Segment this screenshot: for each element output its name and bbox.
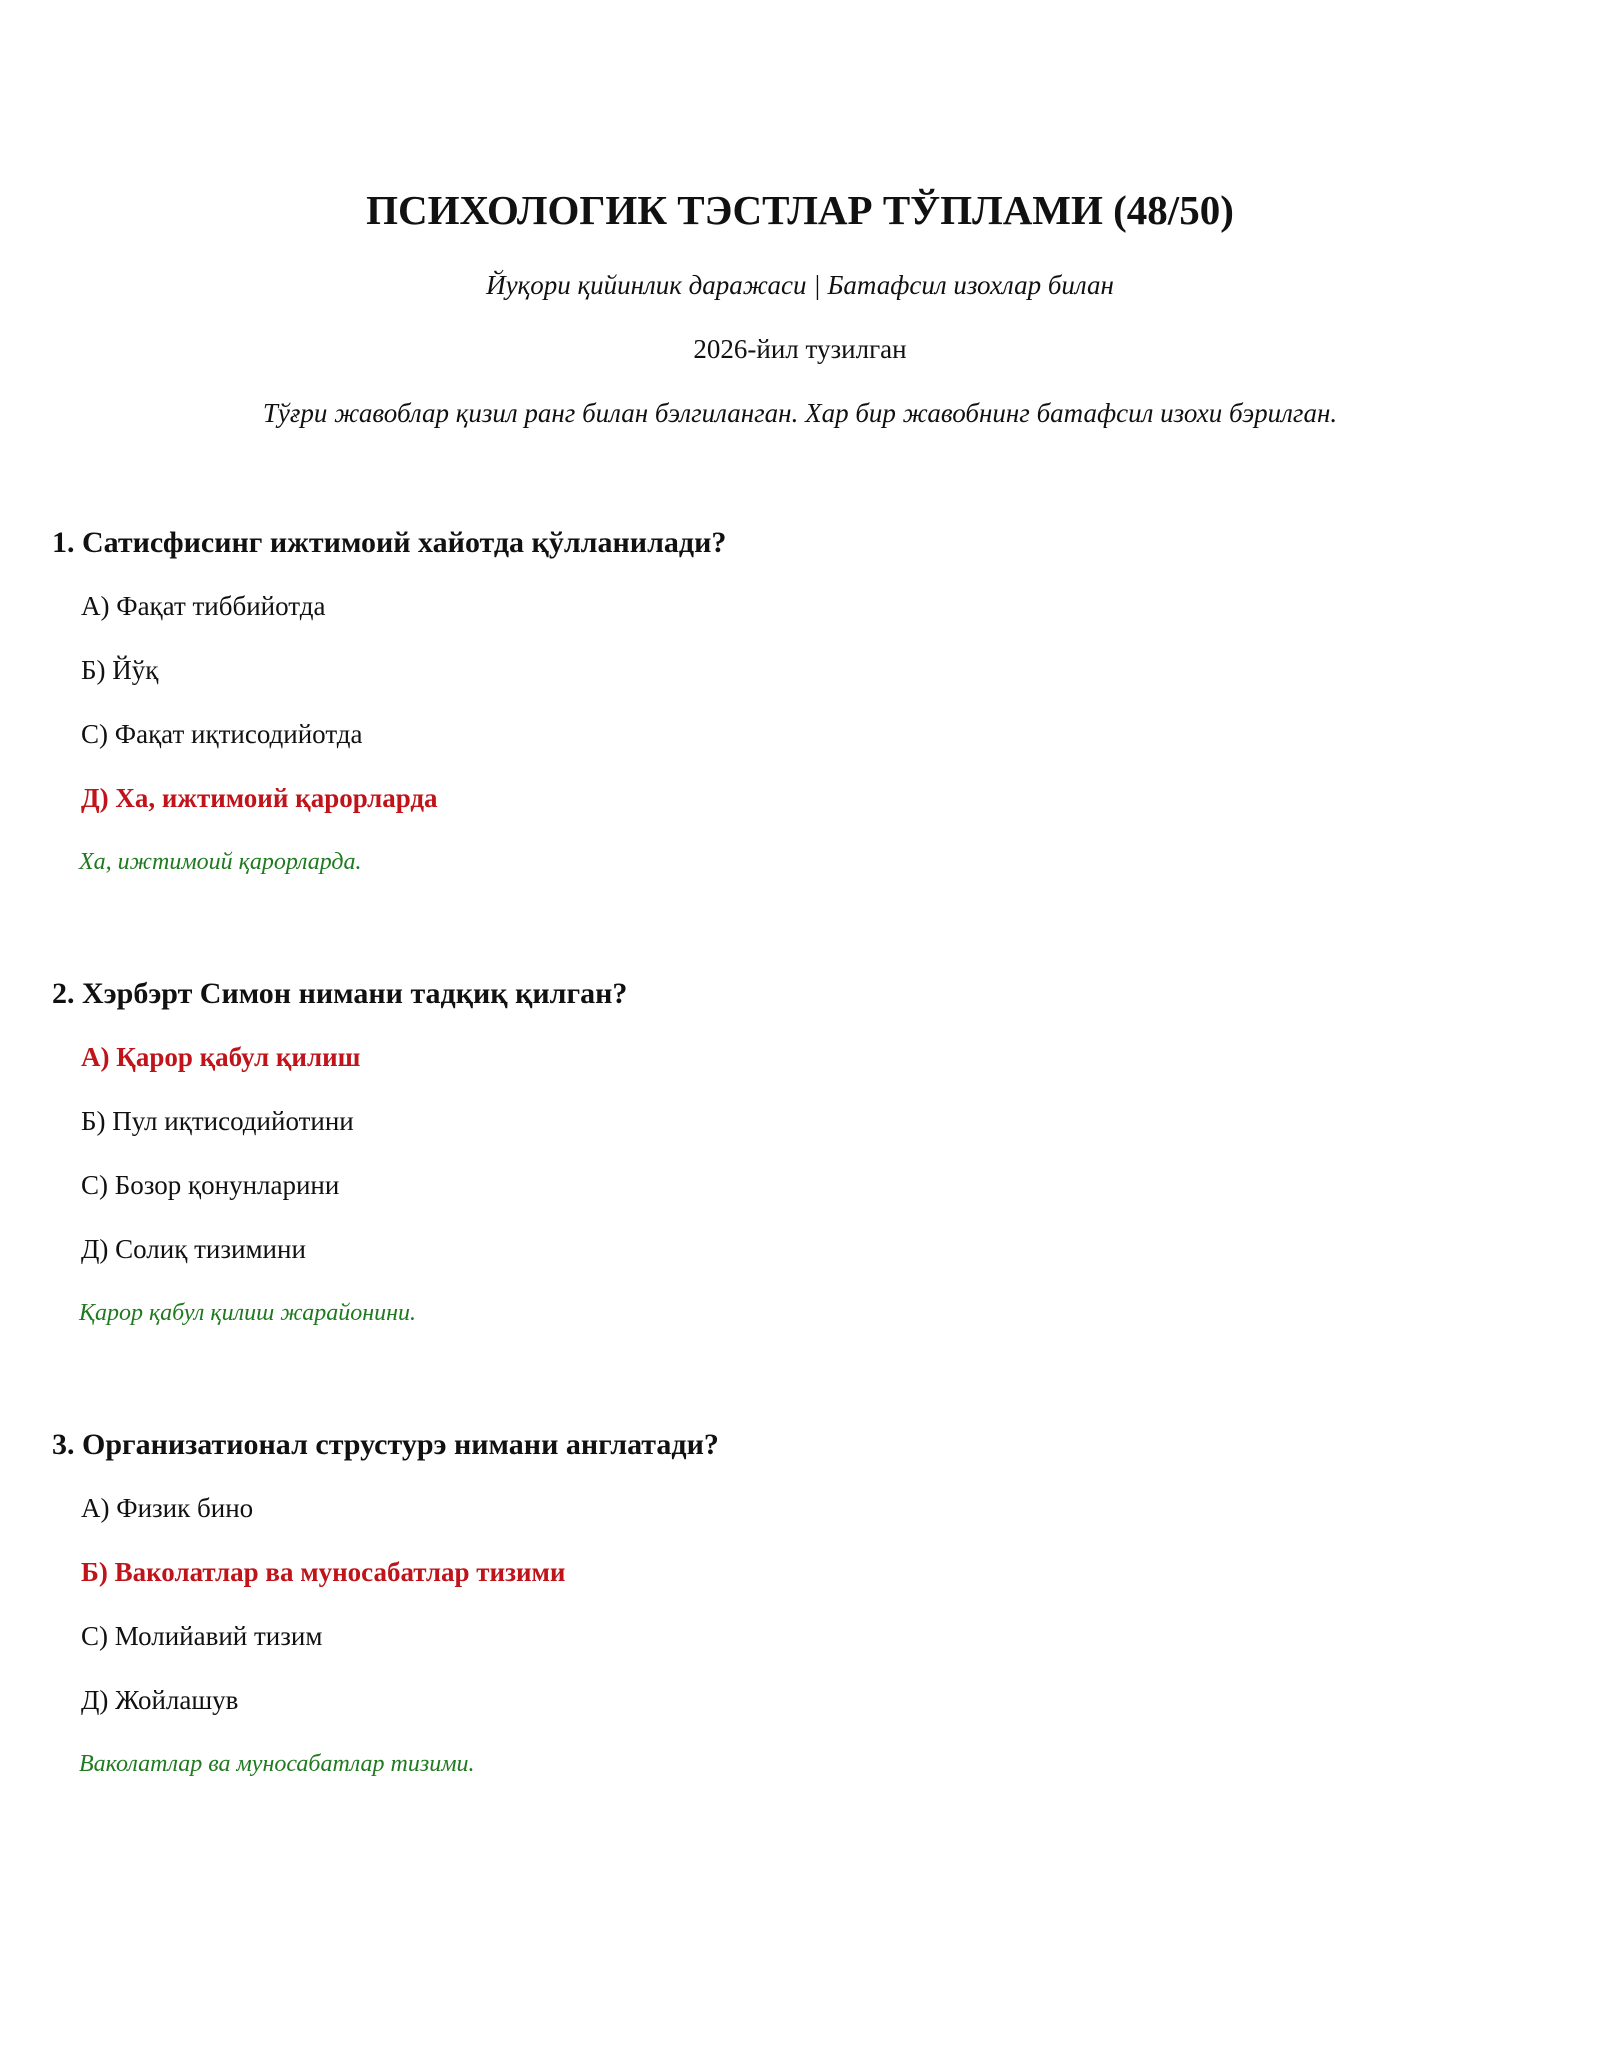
- option-b: Б) Пул иқтисодийотини: [81, 1106, 354, 1136]
- document-date: 2026-йил тузилган: [693, 334, 907, 364]
- option-c: С) Фақат иқтисодийотда: [81, 719, 363, 749]
- answer-explanation: Ха, ижтимоий қарорларда.: [79, 849, 362, 875]
- answer-explanation: Ваколатлар ва муносабатлар тизими.: [79, 1751, 475, 1777]
- question-block-1: [52, 525, 1552, 877]
- question-text: 2. Хэрбэрт Симон нимани тадқиқ қилган?: [52, 977, 628, 1010]
- document-note: Тўғри жавоблар қизил ранг билан бэлгиланган. Хар бир жавобнинг батафсил изохи бэрилган.: [262, 398, 1338, 428]
- option-d: Д) Солиқ тизимини: [81, 1234, 306, 1264]
- question-text: 1. Сатисфисинг ижтимоий хайотда қўлланилади?: [52, 526, 727, 559]
- option-b: Б) Йўқ: [81, 655, 159, 685]
- option-c: С) Бозор қонунларини: [81, 1170, 340, 1200]
- answer-explanation: Қарор қабул қилиш жарайонини.: [79, 1300, 417, 1326]
- option-d: Д) Жойлашув: [81, 1685, 239, 1715]
- option-c: С) Молийавий тизим: [81, 1621, 323, 1651]
- document-title: ПСИХОЛОГИК ТЭСТЛАР ТЎПЛАМИ (48/50): [366, 187, 1234, 233]
- question-text: 3. Организатионал струстурэ нимани англатади?: [52, 1428, 719, 1461]
- document-subtitle: Йуқори қийинлик даражаси | Батафсил изохлар билан: [486, 270, 1114, 300]
- option-d-correct: Д) Ха, ижтимоий қарорларда: [81, 783, 438, 813]
- option-a: А) Физик бино: [81, 1493, 254, 1523]
- option-a: А) Фақат тиббийотда: [81, 591, 326, 621]
- question-block-3: [52, 1427, 1552, 1779]
- option-b-correct: Б) Ваколатлар ва муносабатлар тизими: [81, 1557, 566, 1587]
- option-a-correct: А) Қарор қабул қилиш: [81, 1042, 361, 1072]
- question-block-2: [52, 976, 1552, 1328]
